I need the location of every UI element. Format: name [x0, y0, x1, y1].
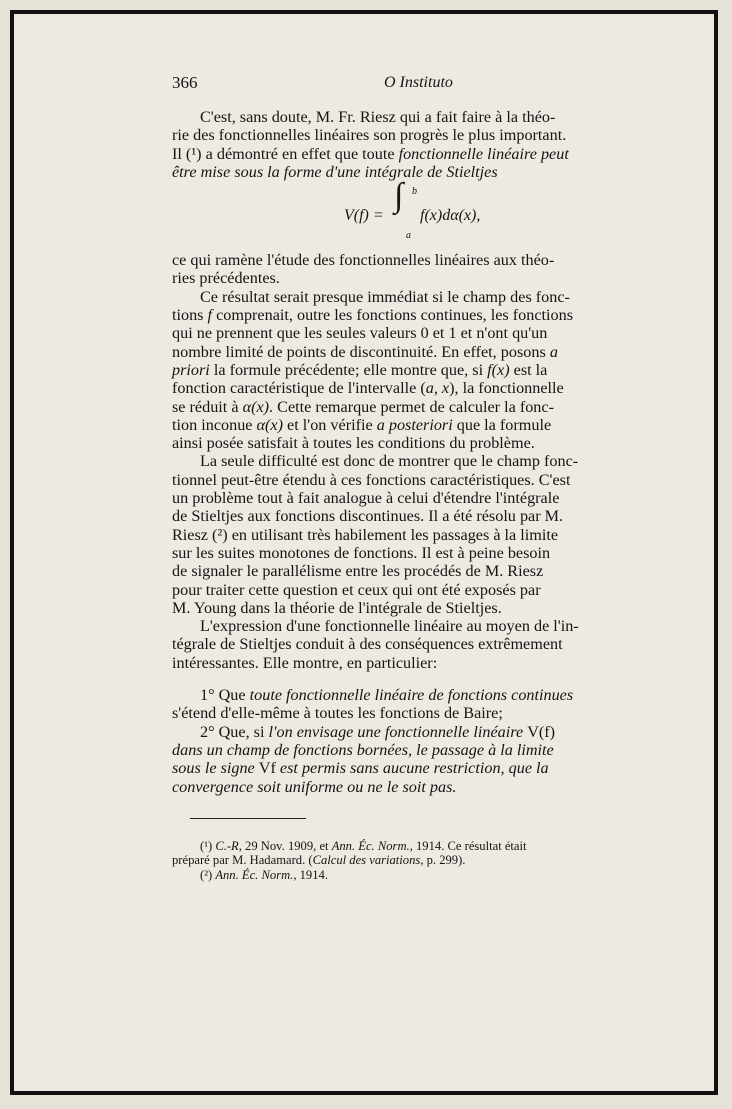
text-italic: f(x) — [487, 360, 510, 379]
text-part: comprenait, outre les fonctions continues, les fonctions — [212, 306, 574, 325]
text-part: 2° Que, si — [200, 722, 269, 741]
text-italic: Ann. Éc. Norm. — [331, 838, 410, 853]
running-header — [172, 74, 658, 96]
text-part: (²) — [200, 867, 216, 882]
spacer — [172, 672, 658, 686]
text-part: et l'on vérifie — [283, 415, 377, 434]
footnote-2 — [172, 868, 658, 882]
text-line: sur les suites monotones de fonctions. Il est à peine besoin — [172, 543, 551, 562]
text-italic: l'on envisage une fonctionnelle linéaire — [268, 722, 528, 741]
footnotes — [172, 839, 658, 882]
paragraph-difficulty — [172, 452, 658, 617]
text-part: Vf — [258, 759, 276, 778]
page — [10, 10, 718, 1095]
text-line: dans un champ de fonctions bornées, le passage à la limite — [172, 740, 554, 759]
text-italic: a, x — [425, 379, 450, 398]
text-part: . Cette remarque permet de calculer la fonc- — [269, 397, 554, 416]
text-line: de signaler le parallélisme entre les procédés de M. Riesz — [172, 562, 544, 581]
text-line: intéressantes. Elle montre, en particulier: — [172, 653, 438, 672]
paragraph-continuation — [172, 251, 658, 288]
text-line: rie des fonctionnelles linéaires son progrès le plus important. — [172, 126, 567, 145]
text-italic: a posteriori — [376, 415, 453, 434]
text-line: s'étend d'elle-même à toutes les fonctions de Baire; — [172, 704, 503, 723]
text-italic: a — [549, 342, 558, 361]
text-line: ainsi posée satisfait à toutes les conditions du problème. — [172, 434, 535, 453]
text-part: , 1914. Ce résultat était — [409, 838, 527, 853]
text-line: ce qui ramène l'étude des fonctionnelles linéaires aux théo- — [172, 251, 555, 270]
page-content — [172, 74, 658, 882]
text-line: convergence soit uniforme ou ne le soit pas. — [172, 777, 457, 796]
text-line: Il (¹) a démontré en effet que toute — [172, 144, 399, 163]
text-part: tions — [172, 306, 208, 325]
integral-lower-limit: a — [406, 230, 411, 242]
text-line: qui ne prennent que les seules valeurs 0 et 1 et n'ont qu'un — [172, 324, 548, 343]
integral-sign: ∫ — [394, 177, 404, 215]
text-line: Ce résultat serait presque immédiat si le champ des fonc- — [200, 287, 570, 306]
stieltjes-formula — [172, 177, 658, 245]
list-item-2 — [172, 723, 658, 796]
paragraph-riesz-intro — [172, 108, 658, 181]
text-italic: fonctionnelle linéaire peut — [398, 144, 569, 163]
text-part: V(f) — [527, 722, 556, 741]
text-italic: f — [207, 306, 213, 325]
text-italic: toute fonctionnelle linéaire de fonctions continues — [249, 686, 574, 705]
text-italic: Ann. Éc. Norm. — [215, 867, 294, 882]
list-item-1 — [172, 686, 658, 723]
text-italic: α(x) — [242, 397, 270, 416]
text-italic: est permis sans aucune restriction, que la — [275, 759, 549, 778]
text-part: préparé par M. Hadamard. ( — [172, 853, 313, 868]
text-part: , 29 Nov. 1909, et — [238, 838, 332, 853]
text-part: (¹) — [200, 838, 216, 853]
text-part: la formule précédente; elle montre que, si — [209, 360, 488, 379]
text-line: M. Young dans la théorie de l'intégrale de Stieltjes. — [172, 598, 502, 617]
text-italic: Calcul des variations — [312, 853, 421, 868]
text-italic: C.-R — [215, 838, 239, 853]
text-line: La seule difficulté est donc de montrer que le champ fonc- — [200, 452, 579, 471]
formula-lhs: V(f) = — [344, 207, 384, 225]
text-line: tégrale de Stieltjes conduit à des conséquences extrêmement — [172, 635, 563, 654]
text-italic: α(x) — [256, 415, 283, 434]
text-part: nombre limité de points de discontinuité. En effet, posons — [172, 342, 550, 361]
text-line: tionnel peut-être étendu à ces fonctions caractéristiques. C'est — [172, 470, 571, 489]
footnote-1 — [172, 839, 658, 868]
text-part: est la — [509, 360, 548, 379]
text-line: pour traiter cette question et ceux qui ont été exposés par — [172, 580, 541, 599]
text-part: fonction caractéristique de l'intervalle ( — [172, 379, 426, 398]
text-italic: priori — [172, 360, 210, 379]
text-part: se réduit à — [172, 397, 243, 416]
text-line: L'expression d'une fonctionnelle linéaire au moyen de l'in- — [200, 617, 579, 636]
text-line: Riesz (²) en utilisant très habilement les passages à la limite — [172, 525, 559, 544]
footnote-separator — [190, 818, 306, 819]
text-line: être mise sous la forme d'une intégrale de Stieltjes — [172, 162, 498, 181]
text-part: tion inconue — [172, 415, 257, 434]
journal-title: O Instituto — [384, 74, 453, 91]
text-line: ries précédentes. — [172, 269, 280, 288]
text-part: , p. 299). — [420, 853, 466, 868]
formula-rhs: f(x)dα(x), — [420, 207, 481, 225]
text-part: ), la fonctionnelle — [449, 379, 564, 398]
text-line: C'est, sans doute, M. Fr. Riesz qui a fait faire à la théo- — [200, 108, 556, 126]
text-part: 1° Que — [200, 686, 250, 705]
integral-upper-limit: b — [412, 186, 417, 198]
paragraph-result — [172, 288, 658, 453]
text-part: que la formule — [452, 415, 552, 434]
text-italic: sous le signe — [172, 759, 259, 778]
paragraph-expression — [172, 617, 658, 672]
text-part: , 1914. — [293, 867, 328, 882]
page-number: 366 — [172, 73, 198, 92]
text-line: de Stieltjes aux fonctions discontinues. Il a été résolu par M. — [172, 507, 564, 526]
text-line: un problème tout à fait analogue à celui d'étendre l'intégrale — [172, 489, 560, 508]
